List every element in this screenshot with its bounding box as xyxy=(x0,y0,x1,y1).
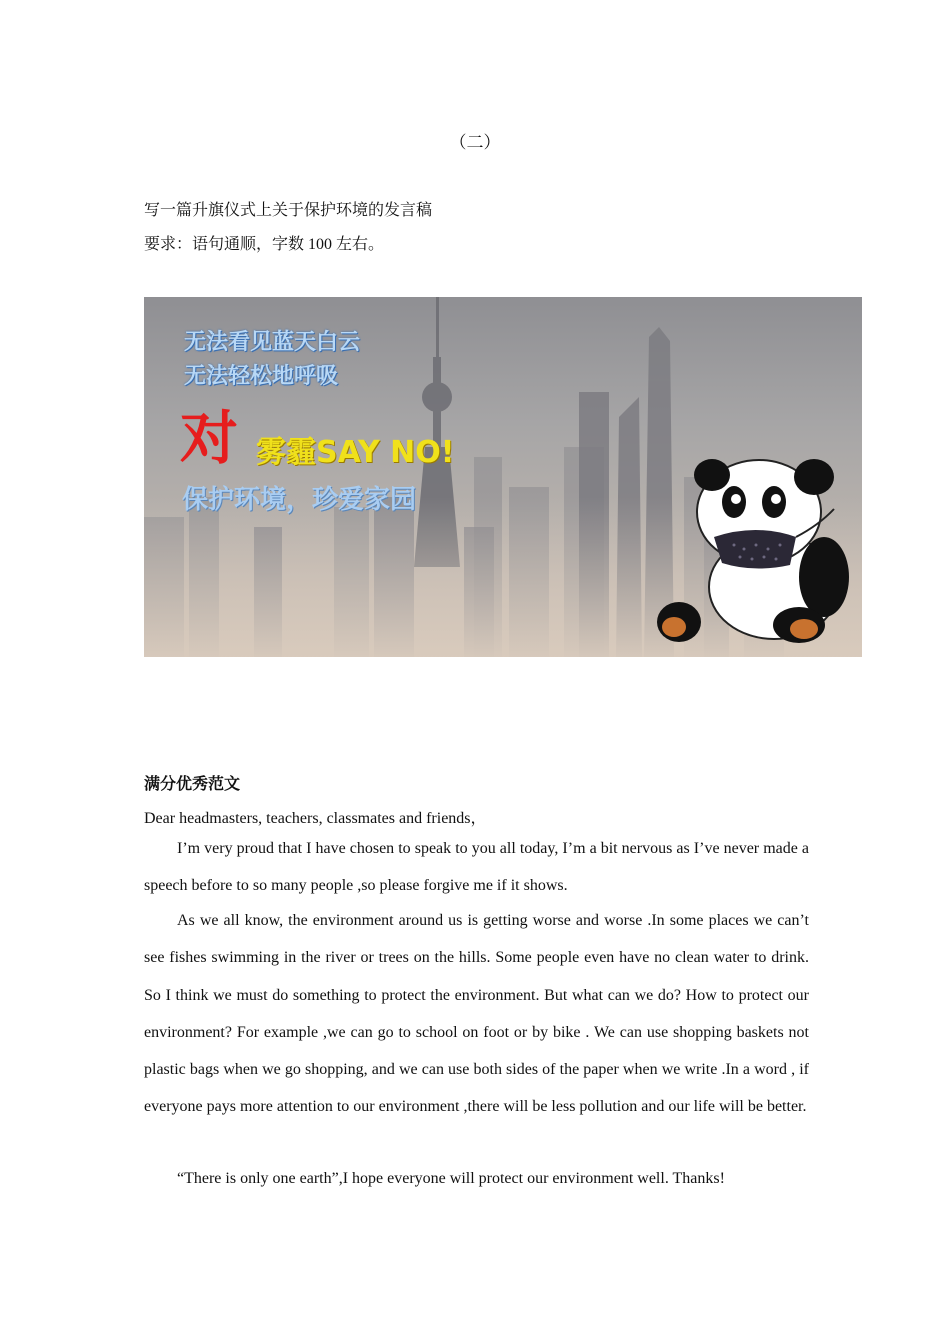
task-prompt: 写一篇升旗仪式上关于保护环境的发言稿 xyxy=(144,202,433,219)
task-requirement: 要求：语句通顺，字数 100 左右。 xyxy=(144,236,385,253)
essay-paragraph: “There is only one earth”,I hope everyone will protect our environment well. Thanks! xyxy=(177,1170,725,1187)
poster-slogan-line-1: 无法看见蓝天白云 xyxy=(184,330,361,355)
poster-slogan-line-4: 保护环境，珍爱家园 xyxy=(182,485,417,515)
essay-salutation: Dear headmasters, teachers, classmates and friends， xyxy=(144,810,487,827)
anti-smog-poster-image xyxy=(144,297,862,657)
essay-paragraph: As we all know, the environment around us is getting worse and worse .In some places we can’t see fishes swimming in the river or trees on the hills. Some people even have no clean water to drink. So I think we must do something to protect the environment. But what can we do? How to protect our environment? For example ,we can go to school on foot or by bike . We can use shopping baskets not plastic bags when we go shopping, and we can use both sides of the paper when we write .In a word , if everyone pays more attention to our environment ,there will be less pollution and our life will be better. xyxy=(144,912,809,1116)
section-heading: （二） xyxy=(449,133,501,152)
poster-slogan-line-2: 无法轻松地呼吸 xyxy=(184,364,339,389)
poster-slogan-big-character: 对 xyxy=(180,404,239,472)
essay-title: 满分优秀范文 xyxy=(144,774,241,793)
essay-paragraph: I’m very proud that I have chosen to speak to you all today, I’m a bit nervous as I’ve never made a speech before to so many people ,so please forgive me if it shows. xyxy=(144,840,809,895)
poster-slogan-say-no: 雾霾SAY NO! xyxy=(256,435,455,470)
